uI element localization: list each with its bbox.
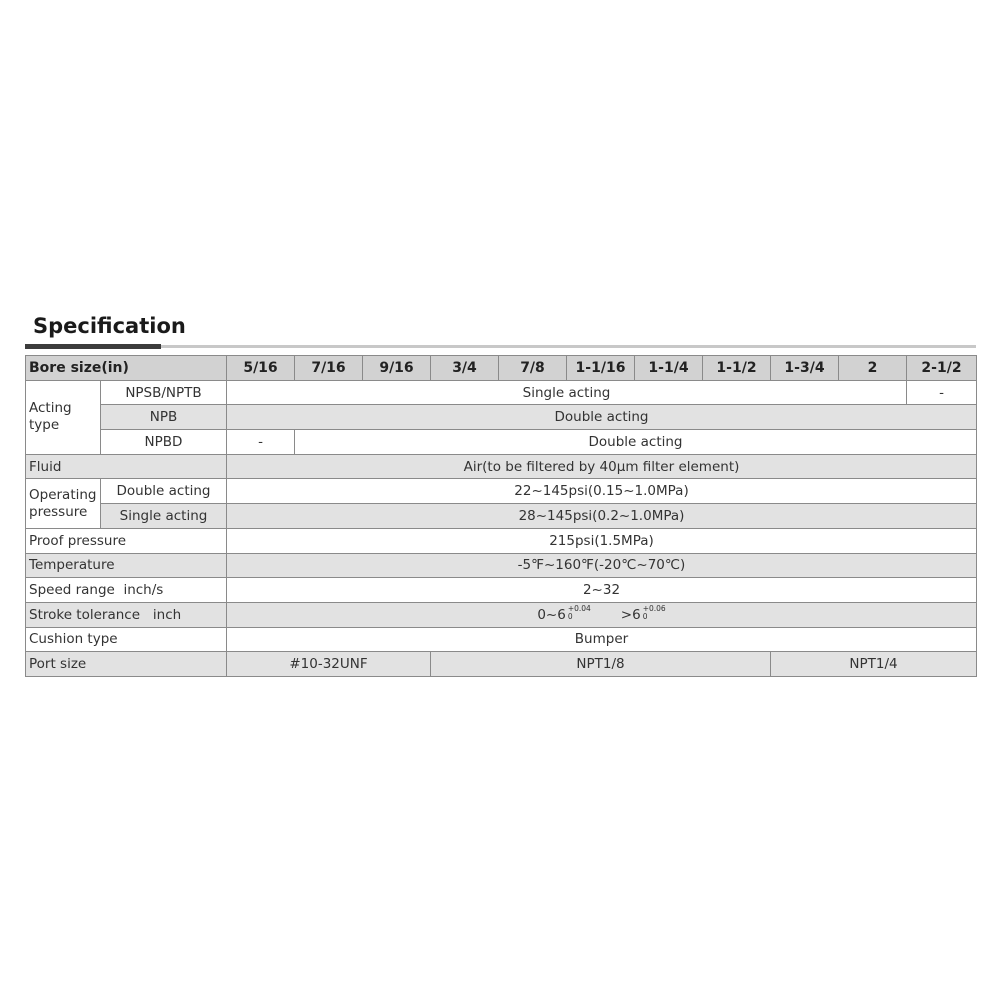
tolerance-2-lower: 0 bbox=[642, 611, 648, 621]
speed-range-row bbox=[26, 578, 977, 603]
tolerance-1 bbox=[568, 605, 591, 621]
port-size-label: Port size bbox=[26, 652, 227, 677]
bore-size-cell: 7/16 bbox=[295, 356, 363, 381]
proof-pressure-label: Proof pressure bbox=[26, 528, 227, 553]
port-size-value: NPT1/8 bbox=[431, 652, 771, 677]
fluid-value: Air(to be filtered by 40μm filter element) bbox=[227, 454, 977, 479]
bore-size-cell: 3/4 bbox=[431, 356, 499, 381]
stroke-tolerance-value bbox=[227, 602, 977, 627]
bore-size-label: Bore size(in) bbox=[26, 356, 227, 381]
speed-range-value: 2~32 bbox=[227, 578, 977, 603]
bore-size-header-row bbox=[26, 356, 977, 381]
fluid-label: Fluid bbox=[26, 454, 227, 479]
npb-value: Double acting bbox=[227, 405, 977, 430]
bore-size-cell: 1-1/16 bbox=[567, 356, 635, 381]
bore-size-cell: 1-1/4 bbox=[635, 356, 703, 381]
bore-size-cell: 1-1/2 bbox=[703, 356, 771, 381]
tolerance-1-lower: 0 bbox=[567, 611, 573, 621]
npbd-first-value: - bbox=[227, 430, 295, 455]
acting-type-label: Acting type bbox=[26, 380, 101, 454]
operating-pressure-label: Operating pressure bbox=[26, 479, 101, 528]
bore-size-cell: 9/16 bbox=[363, 356, 431, 381]
cushion-type-value: Bumper bbox=[227, 627, 977, 652]
page-title: Specification bbox=[33, 314, 186, 338]
model-npsb: NPSB/NPTB bbox=[101, 380, 227, 405]
temperature-value: -5℉~160℉(-20℃~70℃) bbox=[227, 553, 977, 578]
tolerance-2-upper: +0.06 bbox=[642, 603, 666, 613]
stroke-tolerance-label: Stroke tolerance inch bbox=[26, 602, 227, 627]
npsb-value: Single acting bbox=[227, 380, 907, 405]
acting-type-npb-row bbox=[26, 405, 977, 430]
acting-type-npbd-row bbox=[26, 430, 977, 455]
operating-pressure-single-row bbox=[26, 504, 977, 529]
port-size-value: #10-32UNF bbox=[227, 652, 431, 677]
proof-pressure-row bbox=[26, 528, 977, 553]
single-acting-pressure: 28~145psi(0.2~1.0MPa) bbox=[227, 504, 977, 529]
proof-pressure-value: 215psi(1.5MPa) bbox=[227, 528, 977, 553]
double-acting-label: Double acting bbox=[101, 479, 227, 504]
temperature-row bbox=[26, 553, 977, 578]
bore-size-cell: 7/8 bbox=[499, 356, 567, 381]
specification-table bbox=[25, 355, 977, 677]
port-size-row bbox=[26, 652, 977, 677]
speed-range-label: Speed range inch/s bbox=[26, 578, 227, 603]
tolerance-1-upper: +0.04 bbox=[567, 603, 591, 613]
model-npb: NPB bbox=[101, 405, 227, 430]
acting-type-npsb-row bbox=[26, 380, 977, 405]
fluid-row bbox=[26, 454, 977, 479]
double-acting-pressure: 22~145psi(0.15~1.0MPa) bbox=[227, 479, 977, 504]
temperature-label: Temperature bbox=[26, 553, 227, 578]
bore-size-cell: 5/16 bbox=[227, 356, 295, 381]
model-npbd: NPBD bbox=[101, 430, 227, 455]
npsb-last-value: - bbox=[907, 380, 977, 405]
bore-size-cell: 2 bbox=[839, 356, 907, 381]
tolerance-2 bbox=[643, 605, 666, 621]
title-underline-light bbox=[161, 345, 976, 348]
single-acting-label: Single acting bbox=[101, 504, 227, 529]
bore-size-cell: 2-1/2 bbox=[907, 356, 977, 381]
stroke-range-1: 0~6 bbox=[537, 606, 566, 623]
stroke-range-2: >6 bbox=[620, 606, 641, 623]
npbd-value: Double acting bbox=[295, 430, 977, 455]
port-size-value: NPT1/4 bbox=[771, 652, 977, 677]
bore-size-cell: 1-3/4 bbox=[771, 356, 839, 381]
operating-pressure-double-row bbox=[26, 479, 977, 504]
cushion-type-label: Cushion type bbox=[26, 627, 227, 652]
stroke-tolerance-row bbox=[26, 602, 977, 627]
title-underline-dark bbox=[25, 344, 161, 349]
cushion-type-row bbox=[26, 627, 977, 652]
